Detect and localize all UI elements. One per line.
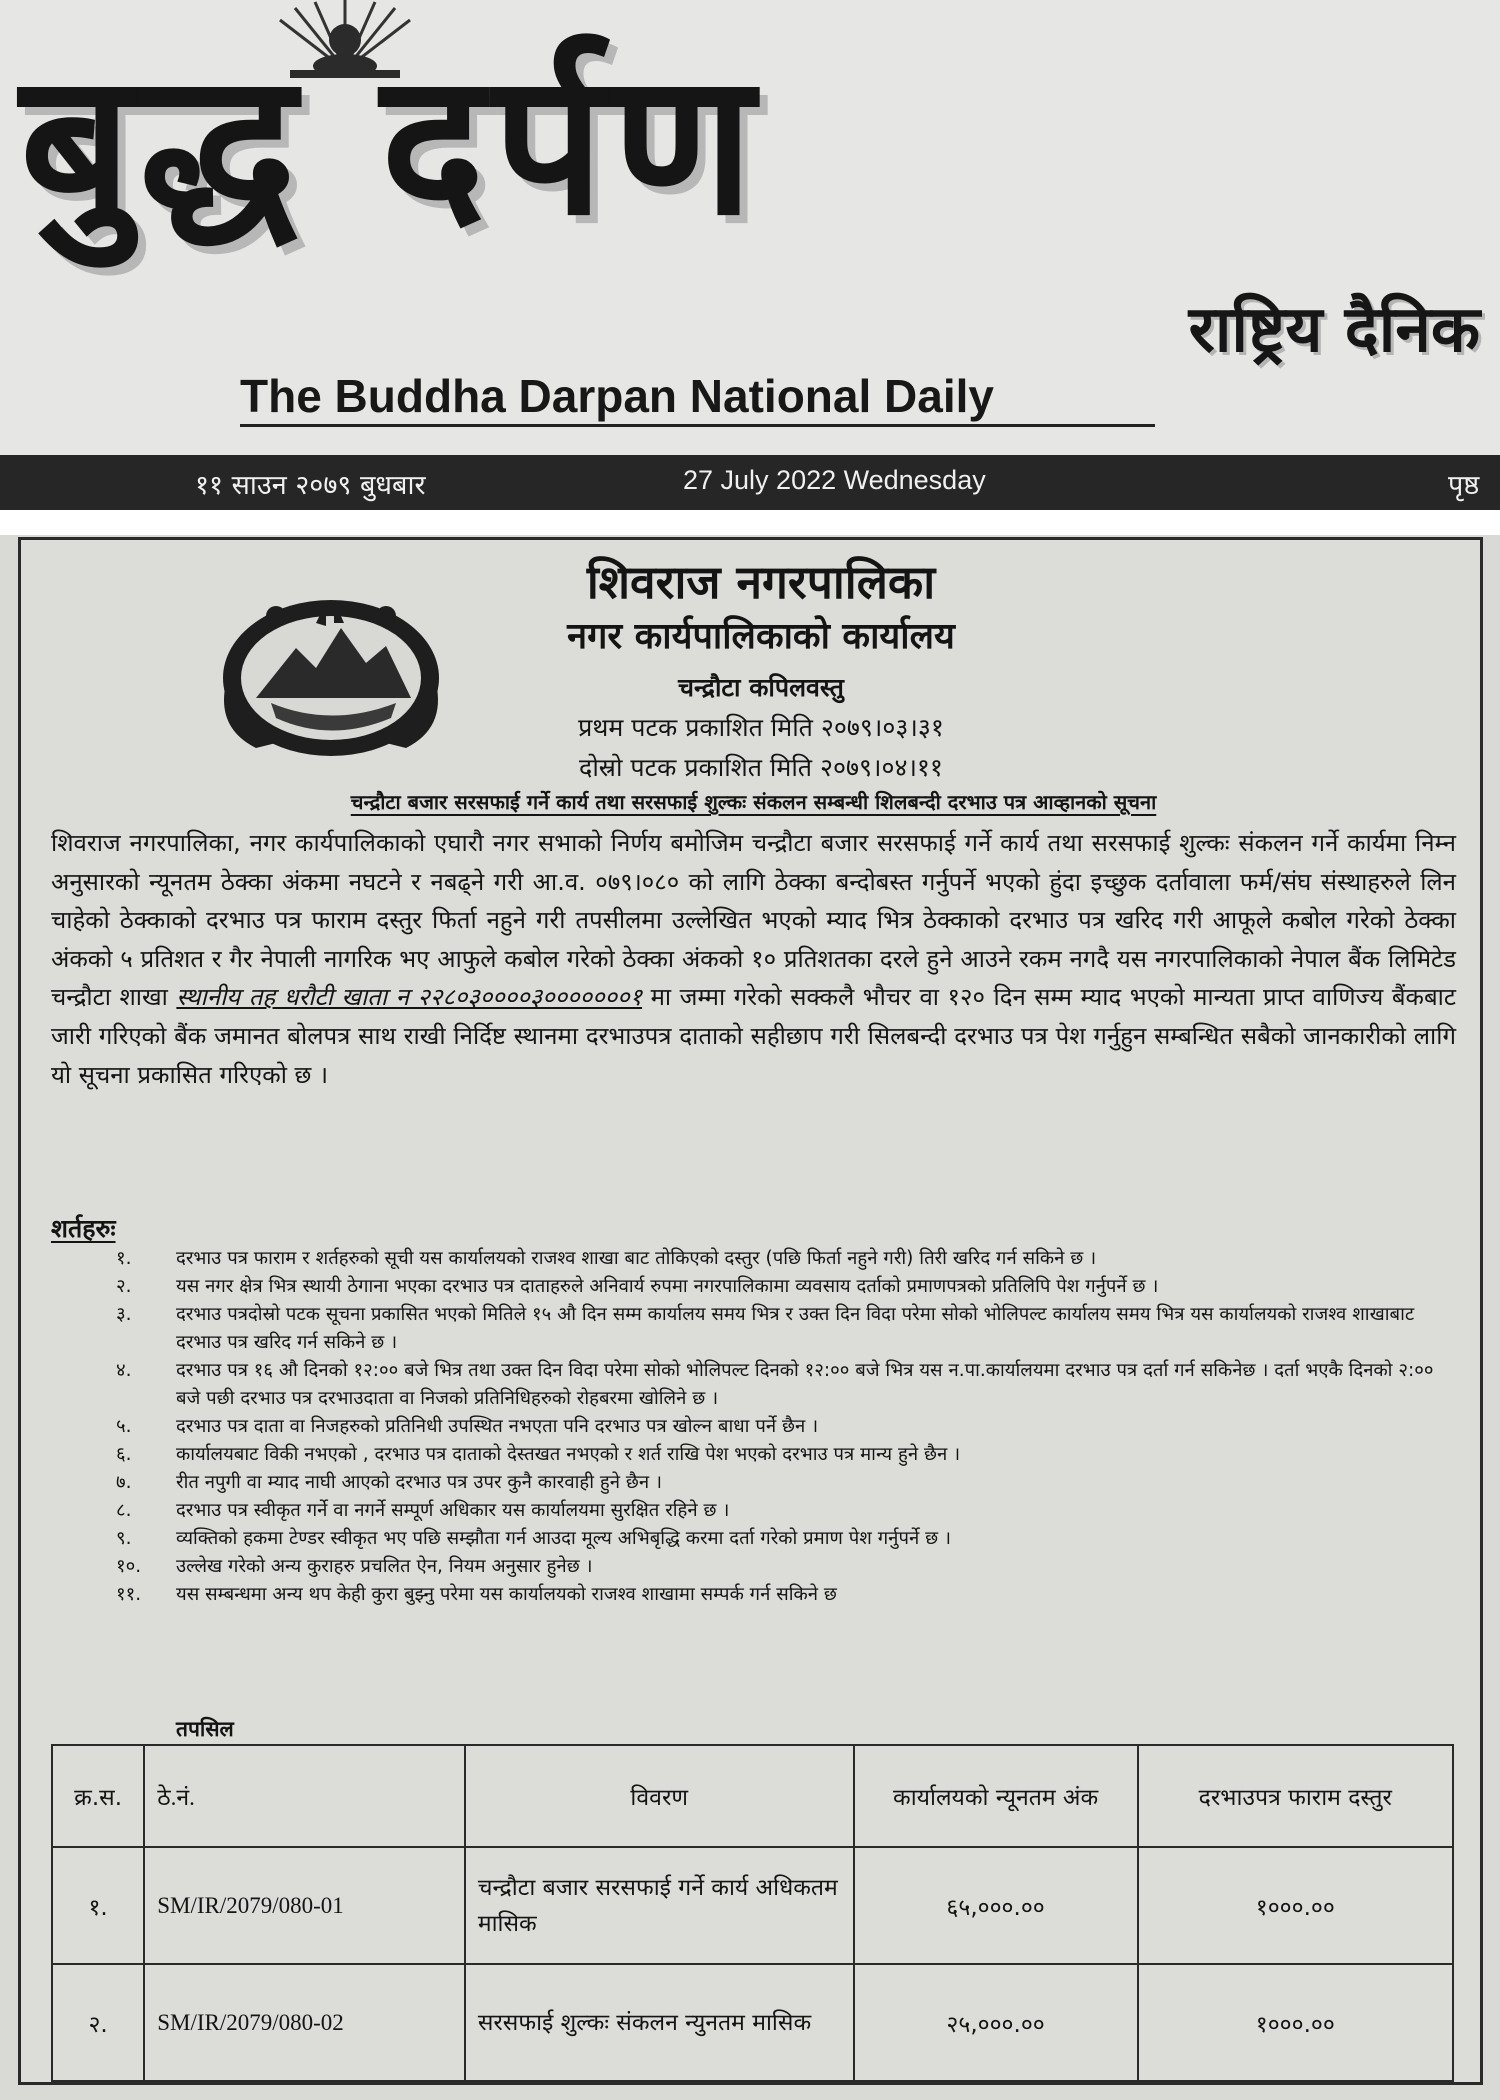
masthead: [0, 0, 1500, 510]
annex-heading: तपसिल: [176, 1717, 234, 1741]
date-english: 27 July 2022 Wednesday: [683, 465, 986, 495]
conditions-list: [116, 1245, 1461, 1609]
table-row: [52, 1964, 1453, 2081]
header-description: विवरण: [465, 1745, 854, 1847]
header-serial: क्र.स.: [52, 1745, 144, 1847]
deposit-account: स्थानीय तह धरौटी खाता न २२८०३००००३०००००००१: [176, 983, 643, 1012]
condition-item: ८. दरभाउ पत्र स्वीकृत गर्ने वा नगर्ने सम्पूर्ण अधिकार यस कार्यालयमा सुरक्षित रहिने छ ।: [116, 1500, 730, 1521]
cell-form-fee: १०००.००: [1138, 1964, 1453, 2081]
header-contract-number: ठे.नं.: [144, 1745, 465, 1847]
condition-item: २. यस नगर क्षेत्र भित्र स्थायी ठेगाना भएका दरभाउ पत्र दाताहरुले अनिवार्य रुपमा नगरपालिकामा व्यवसाय दर्ताको प्रमाणपत्रको प्रतिलिपि पेश गर्नुपर्ने छ ।: [116, 1276, 1159, 1297]
condition-item: ५. दरभाउ पत्र दाता वा निजहरुको प्रतिनिधी उपस्थित नभएता पनि दरभाउ पत्र खोल्न बाधा पर्ने छैन ।: [116, 1416, 819, 1437]
newspaper-subtitle: राष्ट्रिय दैनिक: [1188, 293, 1480, 367]
tender-notice: [18, 537, 1483, 2085]
cell-contract-number: SM/IR/2079/080-02: [144, 1964, 465, 2081]
condition-item: ४. दरभाउ पत्र १६ औ दिनको १२:०० बजे भित्र तथा उक्त दिन विदा परेमा सोको भोलिपल्ट दिनको १२:०० बजे भित्र यस न.पा.कार्यालयमा दरभाउ पत्र दर्ता गर्न सकिनेछ । दर्ता भएकै दिनको २:०० बजे पछी दरभाउ पत्र दरभाउदाता वा निजको प्रतिनिधिहरुको रोहबरमा खोलिने छ ।: [116, 1360, 1434, 1409]
cell-serial: २.: [52, 1964, 144, 2081]
cell-description: सरसफाई शुल्कः संकलन न्युनतम मासिक: [465, 1964, 854, 2081]
cell-form-fee: १०००.००: [1138, 1847, 1453, 1964]
office-name: नगर कार्यपालिकाको कार्यालय: [567, 616, 955, 657]
notice-body-text: शिवराज नगरपालिका, नगर कार्यपालिकाको एघारौ नगर सभाको निर्णय बमोजिम चन्द्रौटा बजार सरसफाई गर्ने कार्य तथा सरसफाई शुल्कः संकलन गर्ने कार्यमा निम्न अनुसारको न्यूनतम ठेक्का अंकमा नघटने र नबढ्ने गरी आ.व. ०७९।०८० को लागि ठेक्का बन्दोबस्त गर्नुपर्ने भएको हुंदा इच्छुक दर्तावाला फर्म/संघ संस्थाहरुले लिन चाहेको ठेक्काको दरभाउ पत्र फाराम दस्तुर फिर्ता नहुने गरी तपसीलमा उल्लेखित भएको म्याद भित्र ठेक्काको दरभाउ पत्र खरिद गरी आफूले कबोल गरेको ठेक्का अंकको ५ प्रतिशत र गैर नेपाली नागरिक भए आफुले कबोल गरेको ठेक्का अंकको १० प्रतिशतका दरले हुने आउने रकम नगदै यस नगरपालिकाको नेपाल बैंक लिमिटेड चन्द्रौटा शाखा: [51, 829, 1456, 1012]
cell-description: चन्द्रौटा बजार सरसफाई गर्ने कार्य अधिकतम मासिक: [465, 1847, 854, 1964]
newspaper-title-english: The Buddha Darpan National Daily: [240, 370, 994, 422]
page-label: पृष्ठ: [1448, 470, 1480, 501]
condition-item: ७. रीत नपुगी वा म्याद नाघी आएको दरभाउ पत्र उपर कुनै कारवाही हुने छैन ।: [116, 1472, 663, 1493]
government-emblem-icon: [216, 578, 446, 763]
cell-minimum-amount: २५,०००.००: [854, 1964, 1138, 2081]
notice-body-text-2: मा जम्मा गरेको सक्कलै भौचर वा १२० दिन सम्म म्याद भएको मान्यता प्राप्त वाणिज्य बैंकबाट जारी गरिएको बैंक जमानत बोलपत्र साथ राखी निर्दिष्ट स्थानमा दरभाउपत्र दाताको सहीछाप गरी सिलबन्दी दरभाउ पत्र पेश गर्नुहुन सम्बन्धित सबैको जानकारीको लागि यो सूचना प्रकासित गरिएको छ ।: [51, 983, 1456, 1089]
clipping-gap: [0, 510, 1500, 535]
newspaper-title: बुद्ध दर्पण: [20, 31, 762, 259]
header-form-fee: दरभाउपत्र फाराम दस्तुर: [1138, 1745, 1453, 1847]
condition-item: ९. व्यक्तिको हकमा टेण्डर स्वीकृत भए पछि सम्झौता गर्न आउदा मूल्य अभिबृद्धि करमा दर्ता गरेको प्रमाण पेश गर्नुपर्ने छ ।: [116, 1528, 951, 1549]
second-publication-date: दोस्रो पटक प्रकाशित मिति २०७९।०४।११: [579, 753, 943, 782]
dateline-bar: [0, 455, 1500, 510]
cell-minimum-amount: ६५,०००.००: [854, 1847, 1138, 1964]
condition-item: ११. यस सम्बन्धमा अन्य थप केही कुरा बुझ्नु परेमा यस कार्यालयको राजश्व शाखामा सम्पर्क गर्न सकिने छ: [116, 1584, 837, 1605]
notice-subject: चन्द्रौटा बजार सरसफाई गर्ने कार्य तथा सरसफाई शुल्कः संकलन सम्बन्धी शिलबन्दी दरभाउ पत्र आव्हानको सूचना: [350, 790, 1157, 814]
notice-body: [51, 824, 1456, 1094]
organization-name: शिवराज नगरपालिका: [586, 555, 936, 609]
first-publication-date: प्रथम पटक प्रकाशित मिति २०७९।०३।३१: [578, 713, 944, 742]
table-row: [52, 1847, 1453, 1964]
condition-item: १. दरभाउ पत्र फाराम र शर्तहरुको सूची यस कार्यालयको राजश्व शाखा बाट तोकिएको दस्तुर (पछि फिर्ता नहुने गरी) तिरी खरिद गर्न सकिने छ ।: [116, 1248, 1097, 1269]
condition-item: १०. उल्लेख गरेको अन्य कुराहरु प्रचलित ऐन, नियम अनुसार हुनेछ ।: [116, 1556, 593, 1577]
date-nepali: ११ साउन २०७९ बुधबार: [195, 470, 426, 501]
tender-table: [51, 1744, 1454, 2082]
table-header-row: [52, 1745, 1453, 1847]
conditions-heading: शर्तहरुः: [51, 1214, 116, 1243]
office-address: चन्द्रौटा कपिलवस्तु: [678, 673, 844, 702]
cell-serial: १.: [52, 1847, 144, 1964]
title-underline: [240, 424, 1155, 427]
condition-item: ६. कार्यालयबाट विकी नभएको , दरभाउ पत्र दाताको देस्तखत नभएको र शर्त राखि पेश भएको दरभाउ पत्र मान्य हुने छैन ।: [116, 1444, 961, 1465]
header-minimum-amount: कार्यालयको न्यूनतम अंक: [854, 1745, 1138, 1847]
cell-contract-number: SM/IR/2079/080-01: [144, 1847, 465, 1964]
condition-item: ३. दरभाउ पत्रदोस्रो पटक सूचना प्रकासित भएको मितिले १५ औ दिन सम्म कार्यालय समय भित्र र उक्त दिन विदा परेमा सोको भोलिपल्ट कार्यालय समय भित्र यस कार्यालयको राजश्व शाखाबाट दरभाउ पत्र खरिद गर्न सकिने छ ।: [116, 1304, 1415, 1353]
